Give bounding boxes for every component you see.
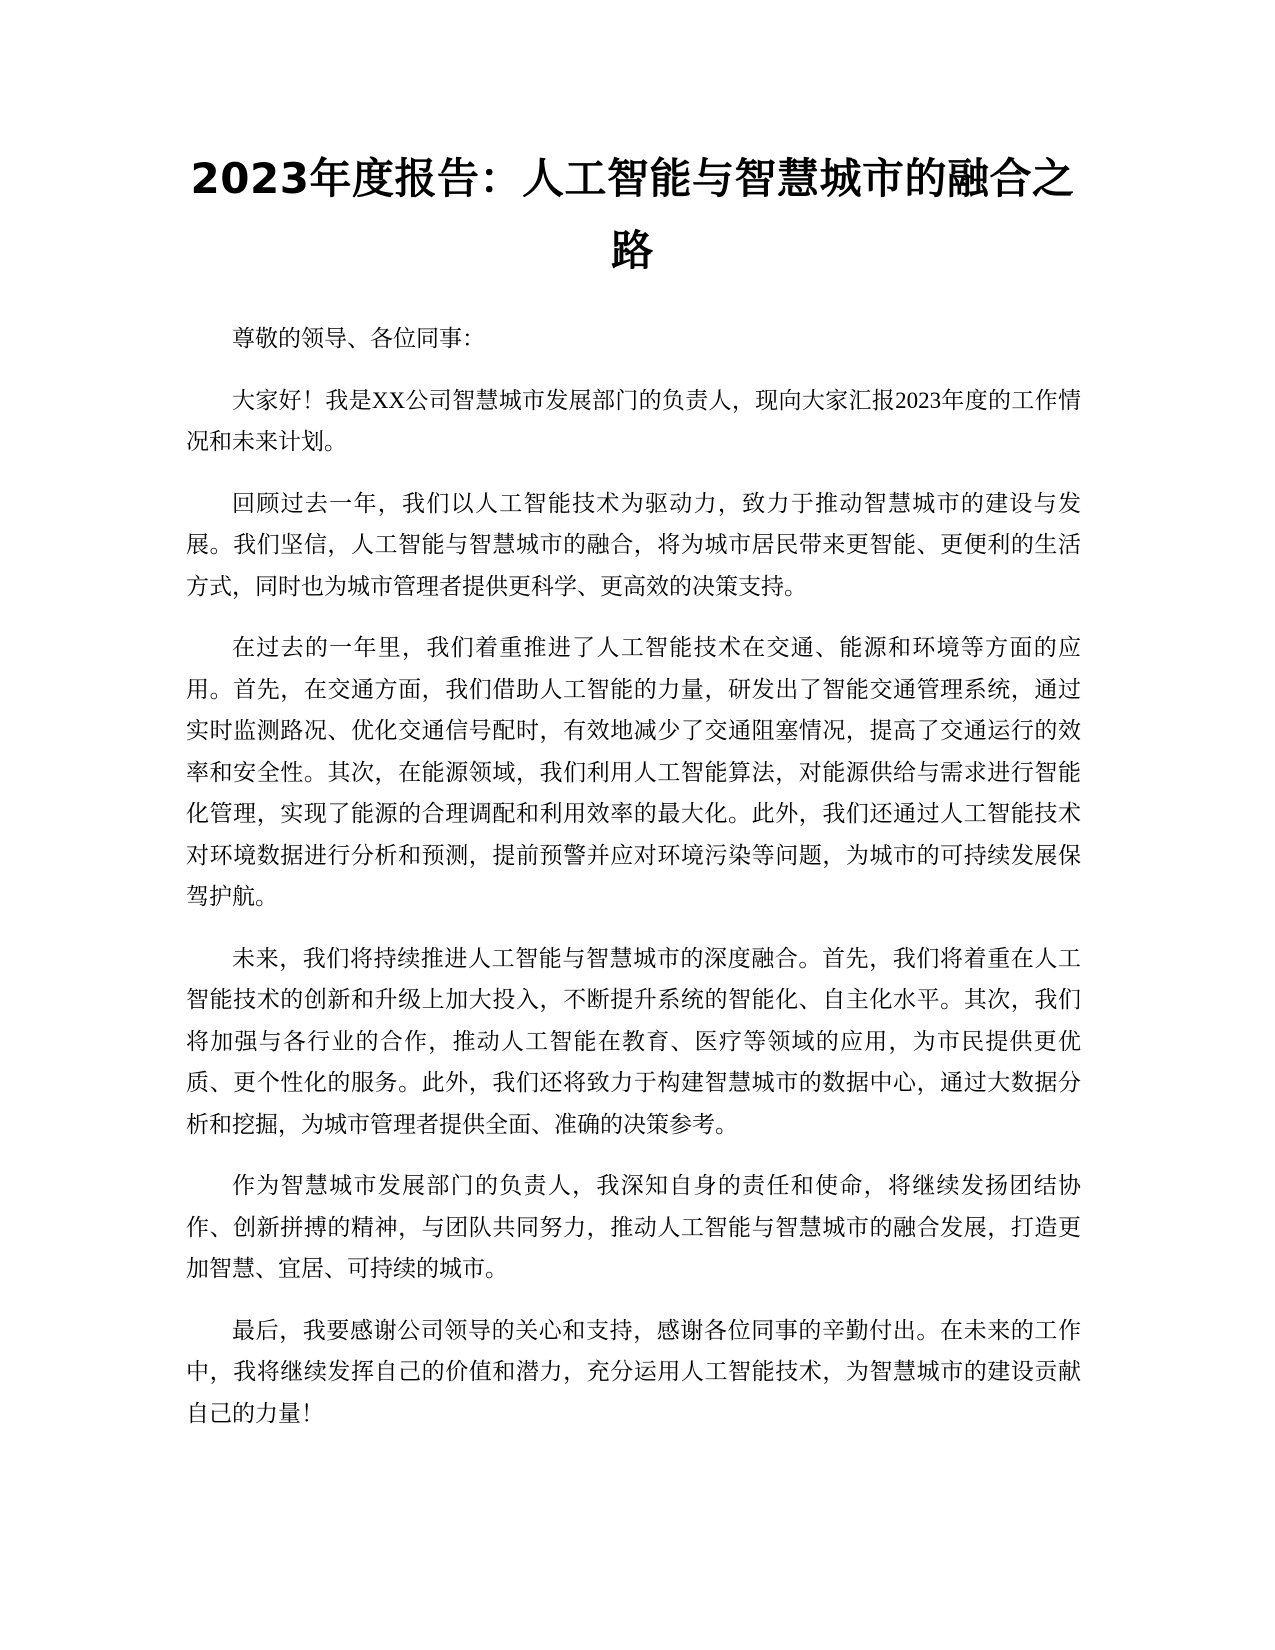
paragraph-closing: 最后，我要感谢公司领导的关心和支持，感谢各位同事的辛勤付出。在未来的工作中，我将继续发挥自己的价值和潜力，充分运用人工智能技术，为智慧城市的建设贡献自己的力量！ bbox=[186, 1317, 1081, 1426]
document-title: 2023年度报告：人工智能与智慧城市的融合之路 bbox=[190, 154, 1075, 275]
paragraph-responsibility: 作为智慧城市发展部门的负责人，我深知自身的责任和使命，将继续发扬团结协作、创新拼搏的精神，与团队共同努力，推动人工智能与智慧城市的融合发展，打造更加智慧、宜居、可持续的城市。 bbox=[186, 1173, 1081, 1281]
paragraph-future-plans: 未来，我们将持续推进人工智能与智慧城市的深度融合。首先，我们将着重在人工智能技术的创新和升级上加大投入，不断提升系统的智能化、自主化水平。其次，我们将加强与各行业的合作，推动人工智能在教育、医疗等领域的应用，为市民提供更优质、更个性化的服务。此外，我们还将致力于构建智慧城市的数据中心，通过大数据分析和挖掘，为城市管理者提供全面、准确的决策参考。 bbox=[186, 945, 1081, 1137]
paragraph-review: 回顾过去一年，我们以人工智能技术为驱动力，致力于推动智慧城市的建设与发展。我们坚信，人工智能与智慧城市的融合，将为城市居民带来更智能、更便利的生活方式，同时也为城市管理者提供更科学、更高效的决策支持。 bbox=[186, 490, 1081, 599]
paragraph-achievements: 在过去的一年里，我们着重推进了人工智能技术在交通、能源和环境等方面的应用。首先，在交通方面，我们借助人工智能的力量，研发出了智能交通管理系统，通过实时监测路况、优化交通信号配时，有效地减少了交通阻塞情况，提高了交通运行的效率和安全性。其次，在能源领域，我们利用人工智能算法，对能源供给与需求进行智能化管理，实现了能源的合理调配和利用效率的最大化。此外，我们还通过人工智能技术对环境数据进行分析和预测，提前预警并应对环境污染等问题，为城市的可持续发展保驾护航。 bbox=[186, 635, 1081, 909]
paragraph-salutation: 尊敬的领导、各位同事： bbox=[232, 326, 485, 351]
document-body bbox=[186, 318, 1081, 1454]
paragraph-greeting: 大家好！我是XX公司智慧城市发展部门的负责人，现向大家汇报2023年度的工作情况和未来计划。 bbox=[186, 387, 1081, 454]
